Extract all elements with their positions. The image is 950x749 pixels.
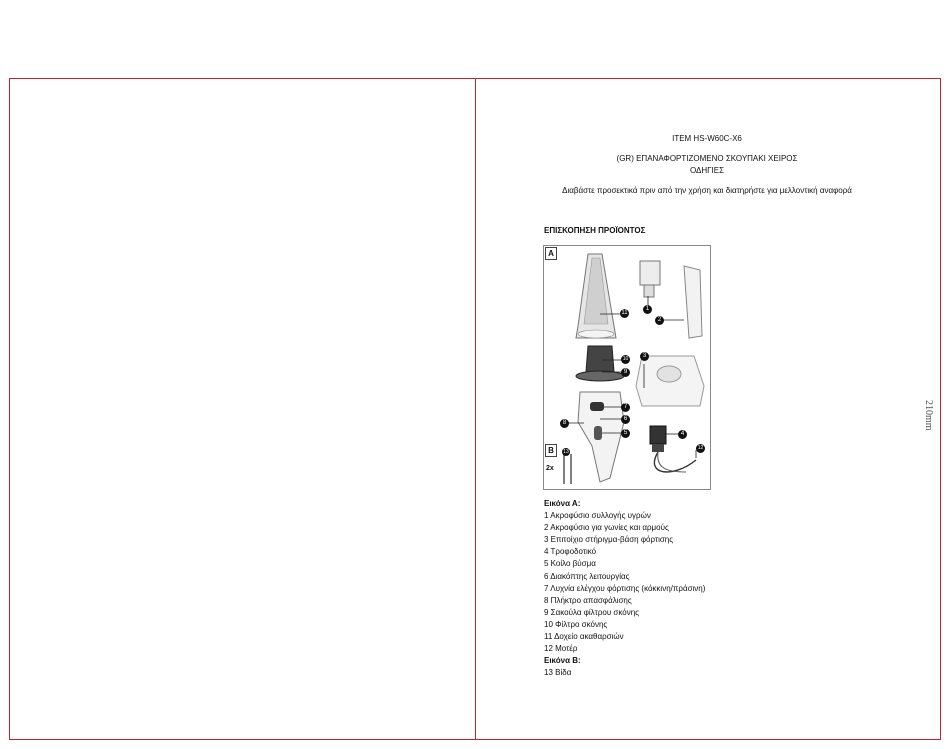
product-title: (GR) ΕΠΑΝΑΦΟΡΤΙΖΟΜΕΝΟ ΣΚΟΥΠΑΚΙ ΧΕΙΡΟΣ bbox=[616, 154, 798, 163]
callout-8: 8 bbox=[560, 419, 569, 428]
read-note: Διαβάστε προσεκτικά πριν από την χρήση και διατηρήστε για μελλοντική αναφορά bbox=[562, 186, 852, 195]
legend-item: 12 Μοτέρ bbox=[544, 644, 578, 654]
legend-item: 6 Διακόπτης λειτουργίας bbox=[544, 571, 630, 581]
callout-5: 5 bbox=[621, 429, 630, 438]
callout-10: 10 bbox=[622, 356, 629, 362]
legend-item: 3 Επιτοίχιο στήριγμα-βάση φόρτισης bbox=[544, 535, 674, 545]
figure-a-label: A bbox=[545, 247, 557, 260]
page-size-label: 210mm bbox=[923, 400, 934, 431]
left-page bbox=[9, 78, 476, 740]
legend-item: 5 Κοίλο βύσμα bbox=[544, 559, 596, 569]
parts-legend bbox=[544, 498, 705, 679]
instructions-heading: ΟΔΗΓΙΕΣ bbox=[689, 166, 725, 175]
legend-item: 7 Λυχνία ελέγχου φόρτισης (κόκκινη/πράσινη) bbox=[544, 583, 706, 593]
legend-item: 1 Ακροφύσιο συλλογής υγρών bbox=[544, 511, 651, 521]
callout-6: 6 bbox=[621, 415, 630, 424]
callout-12: 12 bbox=[697, 445, 704, 451]
legend-title-a: Εικόνα Α: bbox=[544, 499, 581, 508]
callout-7: 7 bbox=[621, 403, 630, 412]
legend-item: 8 Πλήκτρο απασφάλισης bbox=[544, 595, 632, 605]
callout-13: 13 bbox=[563, 449, 569, 455]
callout-1: 1 bbox=[643, 305, 652, 314]
figure-b-label: B bbox=[545, 444, 557, 457]
screws-count: 2x bbox=[546, 465, 554, 472]
legend-item: 4 Τροφοδοτικό bbox=[544, 547, 597, 557]
legend-item: 9 Σακούλα φίλτρου σκόνης bbox=[544, 607, 640, 617]
callout-9: 9 bbox=[621, 368, 630, 377]
callout-11: 11 bbox=[621, 310, 628, 316]
legend-item: 10 Φίλτρο σκόνης bbox=[544, 619, 608, 629]
callout-2: 2 bbox=[655, 316, 664, 325]
legend-item: 11 Δοχείο ακαθαρσιών bbox=[544, 632, 624, 642]
item-number: ITEM HS-W60C-X6 bbox=[672, 134, 742, 143]
legend-title-b: Εικόνα Β: bbox=[544, 656, 581, 666]
callout-3: 3 bbox=[640, 352, 649, 361]
section-title: ΕΠΙΣΚΟΠΗΣΗ ΠΡΟΪΟΝΤΟΣ bbox=[544, 226, 646, 235]
product-overview-figure bbox=[543, 245, 711, 490]
legend-item: 13 Βίδα bbox=[544, 668, 572, 678]
legend-item: 2 Ακροφύσιο για γωνίες και αρμούς bbox=[544, 523, 669, 533]
callout-4: 4 bbox=[678, 430, 687, 439]
